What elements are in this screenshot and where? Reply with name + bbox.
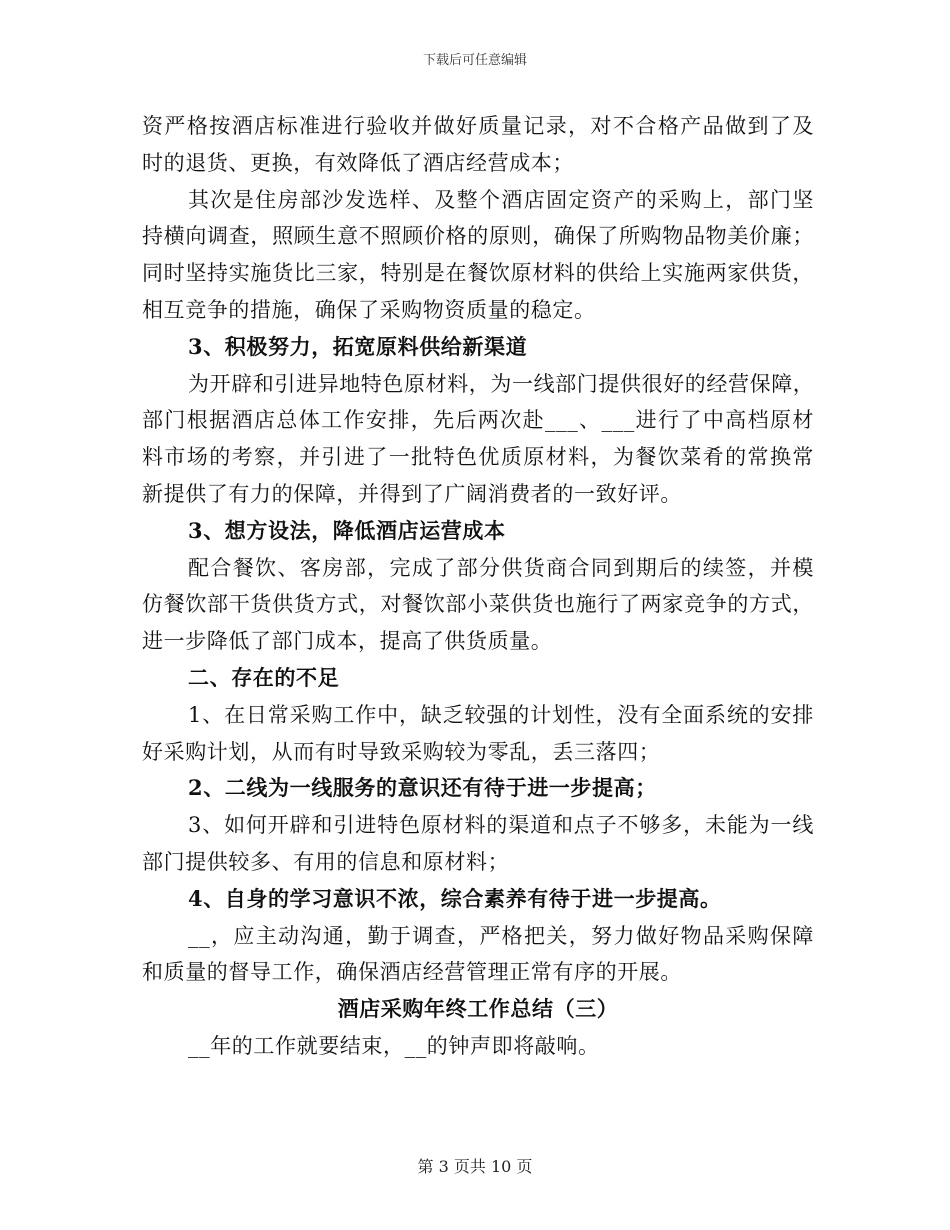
paragraph-line: __年的工作就要结束，__的钟声即将敲响。 [188,1033,600,1058]
document-title: 酒店采购年终工作总结（三） [337,996,619,1022]
paragraph-line: 仿餐饮部干货供货方式，对餐饮部小菜供货也施行了两家竞争的方式， [142,592,814,617]
paragraph-line: 料市场的考察，并引进了一批特色优质原材料，为餐饮菜肴的常换常 [142,445,814,470]
paragraph-line: 配合餐饮、客房部，完成了部分供货商合同到期后的续签，并模 [188,555,814,580]
page-footer: 第 3 页共 10 页 [417,1157,533,1176]
paragraph-line: 时的退货、更换，有效降低了酒店经营成本； [142,150,574,175]
paragraph-line: 好采购计划，从而有时导致采购较为零乱，丢三落四； [142,739,661,764]
paragraph-line: 同时坚持实施货比三家，特别是在餐饮原材料的供给上实施两家供货， [142,261,814,286]
paragraph-line: __，应主动沟通，勤于调查，严格把关，努力做好物品采购保障 [188,923,814,948]
section-heading: 2、二线为一线服务的意识还有待于进一步提高； [188,775,657,801]
paragraph-line: 新提供了有力的保障，并得到了广阔消费者的一致好评。 [142,481,682,506]
paragraph-line: 部门根据酒店总体工作安排，先后两次赴___、___进行了中高档原材 [142,408,814,433]
paragraph-line: 相互竞争的措施，确保了采购物资质量的稳定。 [142,297,596,322]
paragraph-line: 和质量的督导工作，确保酒店经营管理正常有序的开展。 [142,960,682,985]
paragraph-line: 为开辟和引进异地特色原材料，为一线部门提供很好的经营保障， [188,371,815,396]
paragraph-line: 部门提供较多、有用的信息和原材料； [142,849,510,874]
section-heading: 4、自身的学习意识不浓，综合素养有待于进一步提高。 [188,885,722,911]
paragraph-line: 1、在日常采购工作中，缺乏较强的计划性，没有全面系统的安排 [188,702,814,727]
paragraph-line: 持横向调查，照顾生意不照顾价格的原则，确保了所购物品物美价廉； [142,224,814,249]
section-heading: 二、存在的不足 [188,664,340,690]
paragraph-line: 其次是住房部沙发选样、及整个酒店固定资产的采购上，部门坚 [188,187,814,212]
paragraph-line: 3、如何开辟和引进特色原材料的渠道和点子不够多，未能为一线 [188,813,814,838]
paragraph-line: 资严格按酒店标准进行验收并做好质量记录，对不合格产品做到了及 [142,114,814,138]
document-body [142,108,814,1065]
paragraph-line: 进一步降低了部门成本，提高了供货质量。 [142,629,553,654]
page-header: 下载后可任意编辑 [422,53,527,68]
section-heading: 3、积极努力，拓宽原料供给新渠道 [188,333,528,359]
section-heading: 3、想方设法，降低酒店运营成本 [188,517,506,543]
